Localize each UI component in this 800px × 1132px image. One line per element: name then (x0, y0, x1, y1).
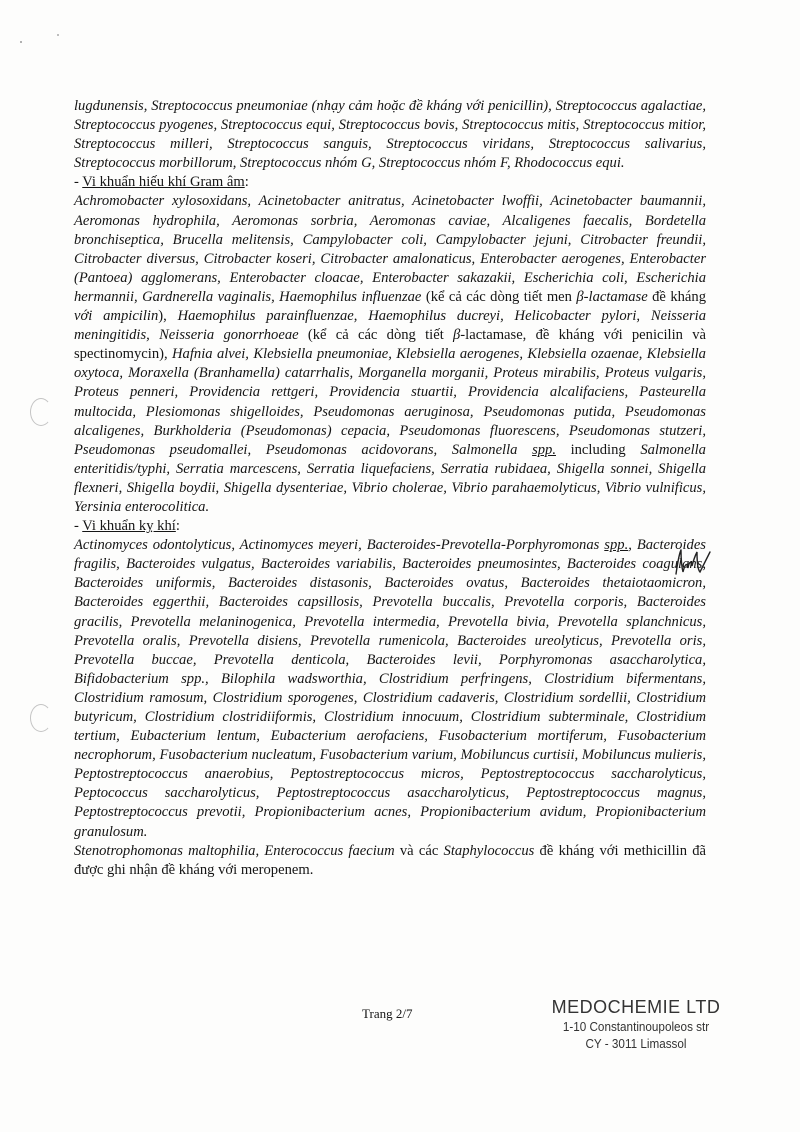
text-run: spp. (604, 537, 629, 554)
text-run: đề kháng với methicillin đã được ghi nhận đề kháng với meropenem. (74, 842, 706, 878)
company-name: MEDOCHEMIE LTD (551, 997, 721, 1017)
text-run: Stenotrophomonas maltophilia, Enterococcus faecium (74, 842, 395, 859)
text-run: : (175, 518, 180, 535)
text-run: Achromobacter xylosoxidans, Acinetobacter anitratus, Acinetobacter lwoffii, Acinetobacter baumannii, Aeromonas hydrophila, Aeromonas sorbria, Aeromonas caviae, Alcaligenes faecalis, Bordetella bronchiseptica, Brucella melitensis, Campylobacter coli, Campylobacter jejuni, Citrobacter freundii, Citrobacter diversus, Citrobacter koseri, Citrobacter amalonaticus, Enterobacter aerogenes, Enterobacter (Pantoea) agglomerans, Enterobacter cloacae, Enterobacter sakazakii, Escherichia coli, Escherichia hermannii, Gardnerella vaginalis, Haemophilus influenzae (74, 193, 706, 305)
text-run: spp. (532, 441, 556, 458)
text-run: lugdunensis, Streptococcus pneumoniae (nhạy cảm hoặc đề kháng với penicillin), Streptococcus agalactiae, Streptococcus pyogenes, Streptococcus equi, Streptococcus bovis, Streptococcus mitis, Streptococcus mitior, Streptococcus milleri, Streptococcus sanguis, Streptococcus viridans, Streptococcus salivarius, Streptococcus morbillorum, Streptococcus nhóm G, Streptococcus nhóm F, Rhodococcus equi. (74, 98, 706, 172)
punch-hole-mark (30, 398, 52, 426)
company-address-line: CY - 3011 Limassol (585, 1036, 687, 1051)
text-run: , Bacteroides fragilis, Bacteroides vulgatus, Bacteroides variabilis, Bacteroides pneumosintes, Bacteroides coagulans, Bacteroides uniformis, Bacteroides distasonis, Bacteroides ovatus, Bacteroides thetaiotaomicron, Bacteroides eggerthii, Bacteroides capsillosis, Prevotella buccalis, Prevotella corporis, Bacteroides gracilis, Prevotella melaninogenica, Prevotella intermedia, Prevotella bivia, Prevotella splanchnicus, Prevotella oralis, Prevotella disiens, Prevotella rumenicola, Bacteroides ureolyticus, Prevotella oris, Prevotella buccae, Prevotella denticola, Bacteroides levii, Porphyromonas asaccharolytica, Bifidobacterium spp., Bilophila wadsworthia, Clostridium perfringens, Clostridium bifermentans, Clostridium ramosum, Clostridium sporogenes, Clostridium cadaveris, Clostridium sordellii, Clostridium butyricum, Clostridium clostridiiformis, Clostridium innocuum, Clostridium subterminale, Clostridium tertium, Eubacterium lentum, Eubacterium aerofaciens, Fusobacterium mortiferum, Fusobacterium necrophorum, Fusobacterium nucleatum, Fusobacterium varium, Mobiluncus curtisii, Mobiluncus mulieris, Peptostreptococcus anaerobius, Peptostreptococcus micros, Peptostreptococcus saccharolyticus, Peptococcus saccharolyticus, Peptostreptococcus asaccharolyticus, Peptostreptococcus magnus, Peptostreptococcus prevotii, Propionibacterium acnes, Propionibacterium avidum, Propionibacterium granulosum. (74, 537, 706, 840)
text-run: đề kháng (647, 288, 706, 305)
text-paragraph (74, 842, 706, 880)
text-run: với ampicilin (74, 308, 159, 325)
text-run: β (453, 327, 461, 344)
scan-speck-marks (18, 32, 64, 46)
text-paragraph (74, 97, 706, 173)
company-stamp (546, 996, 726, 1052)
text-run: - (74, 174, 83, 191)
text-run: - (74, 518, 83, 535)
text-run: Staphylococcus (443, 842, 535, 859)
text-paragraph (74, 517, 706, 536)
handwritten-initials (672, 548, 712, 578)
text-run: (kể cả các dòng tiết (298, 327, 454, 344)
text-run: β-lactamase (576, 288, 648, 305)
text-run: including (555, 441, 641, 458)
text-run: Actinomyces odontolyticus, Actinomyces meyeri, Bacteroides-Prevotella-Porphyromonas (74, 537, 605, 554)
text-paragraph (74, 536, 706, 842)
text-run: Hafnia alvei, Klebsiella pneumoniae, Klebsiella aerogenes, Klebsiella ozaenae, Klebsiella oxytoca, Moraxella (Branhamella) catarrhalis, Morganella morganii, Proteus mirabilis, Proteus vulgaris, Proteus penneri, Providencia rettgeri, Providencia stuartii, Providencia alcalifaciens, Pasteurella multocida, Plesiomonas shigelloides, Pseudomonas aeruginosa, Pseudomonas putida, Pseudomonas alcaligenes, Burkholderia (Pseudomonas) cepacia, Pseudomonas fluorescens, Pseudomonas stutzeri, Pseudomonas pseudomallei, Pseudomonas acidovorans, Salmonella (74, 346, 706, 458)
page-number: Trang 2/7 (362, 1006, 413, 1021)
text-run: Vi khuẩn kỵ khí (82, 518, 176, 535)
text-run: Salmonella enteritidis/typhi, Serratia marcescens, Serratia liquefaciens, Serratia rubidaea, Shigella sonnei, Shigella flexneri, Shigella boydii, Shigella dysenteriae, Vibrio cholerae, Vibrio parahaemolyticus, Vibrio vulnificus, Yersinia enterocolitica. (74, 441, 706, 515)
text-run: ), (158, 308, 178, 325)
text-paragraph (74, 192, 706, 517)
company-address-line: 1-10 Constantinoupoleos str (562, 1019, 710, 1034)
body-text (74, 97, 706, 880)
text-run: Haemophilus parainfluenzae, Haemophilus ducreyi, Helicobacter pylori, Neisseria meningitidis, Neisseria gonorrhoeae (74, 308, 706, 344)
text-run: : (244, 174, 249, 191)
text-paragraph (74, 173, 706, 192)
text-run: Vi khuẩn hiếu khí Gram âm (82, 174, 245, 191)
text-run: (kể cả các dòng tiết men (421, 288, 577, 305)
text-run: -lactamase, đề kháng với penicilin và spectinomycin), (74, 327, 706, 363)
text-run: và các (394, 842, 444, 859)
punch-hole-mark (30, 704, 52, 732)
